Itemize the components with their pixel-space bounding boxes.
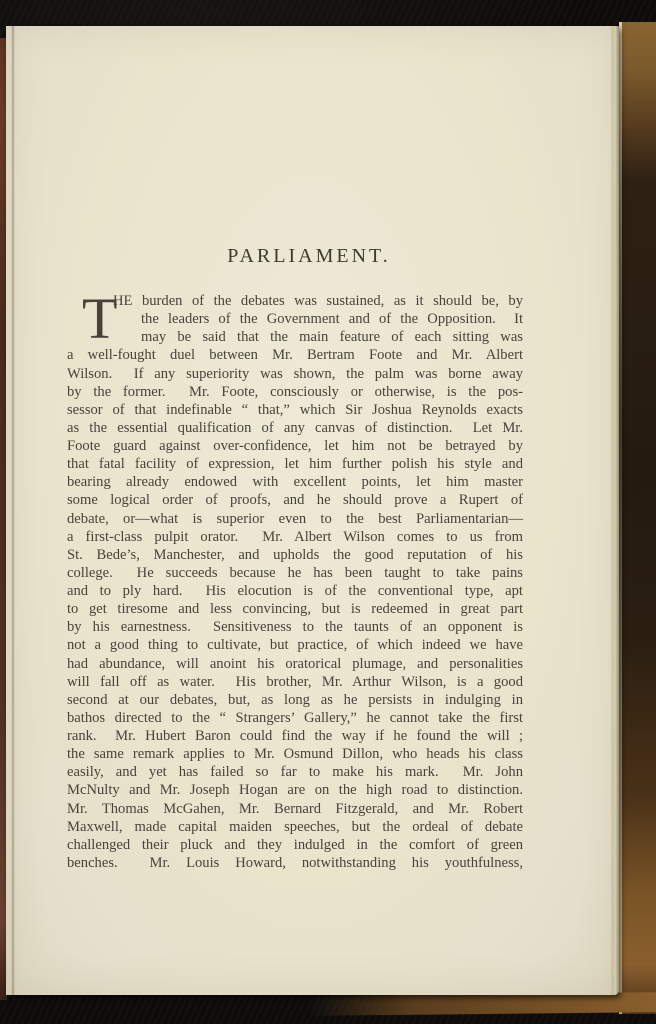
page-gutter-shadow (11, 26, 15, 995)
text-line: a first-class pulpit orator. Mr. Albert Wilson comes to us from (67, 528, 523, 545)
text-line: will fall off as water. His brother, Mr. Arthur Wilson, is a good (67, 673, 523, 690)
drop-cap: T (82, 286, 118, 351)
book-cover-right-edge (619, 22, 656, 1014)
text-line: the same remark applies to Mr. Osmund Dillon, who heads his class (67, 746, 523, 763)
text-line: not a good thing to cultivate, but practice, of which indeed we have (67, 637, 523, 654)
text-line: HE burden of the debates was sustained, as it should be, by (113, 293, 523, 309)
text-line: as the essential qualification of any canvas of distinction. Let Mr. (67, 419, 523, 436)
text-line: challenged their pluck and they indulged in the comfort of green (67, 836, 523, 853)
text-line: Maxwell, made capital maiden speeches, but the ordeal of debate (67, 818, 523, 835)
text-line: college. He succeeds because he has been taught to take pains (67, 564, 523, 581)
text-line: McNulty and Mr. Joseph Hogan are on the high road to distinction. (67, 782, 523, 799)
text-line: St. Bede’s, Manchester, and upholds the good reputation of his (67, 546, 523, 563)
text-line: may be said that the main feature of each sitting was (141, 329, 523, 346)
text-line: by the former. Mr. Foote, consciously or otherwise, is the pos- (67, 383, 523, 400)
text-line: easily, and yet has failed so far to make his mark. Mr. John (67, 764, 523, 781)
text-line: the leaders of the Government and of the Opposition. It (141, 311, 523, 328)
text-line: by his earnestness. Sensitiveness to the taunts of an opponent is (67, 619, 523, 636)
text-line: Foote guard against over-confidence, let him not be betrayed by (67, 438, 523, 454)
book-page (6, 26, 619, 995)
text-line: sessor of that indefinable “ that,” which Sir Joshua Reynolds exacts (67, 401, 523, 418)
page-title: PARLIAMENT. (227, 245, 391, 267)
text-line: bathos directed to the “ Strangers’ Gallery,” he cannot take the first (67, 709, 523, 726)
text-line: bearing already endowed with excellent points, let him master (67, 474, 523, 491)
text-line: Wilson. If any superiority was shown, the palm was borne away (67, 365, 523, 382)
text-line: a well-fought duel between Mr. Bertram Foote and Mr. Albert (67, 347, 523, 364)
page-edge-highlight (619, 22, 622, 1014)
page-edge-stack (610, 26, 619, 995)
text-line: some logical order of proofs, and he should prove a Rupert of (67, 492, 523, 509)
text-line: and to ply hard. His elocution is of the conventional type, apt (67, 583, 523, 599)
text-line: second at our debates, but, as long as he persists in indulging in (67, 691, 523, 708)
text-line: had abundance, will anoint his oratorical plumage, and personalities (67, 655, 523, 672)
text-line: Mr. Thomas McGahen, Mr. Bernard Fitzgerald, and Mr. Robert (67, 800, 523, 817)
text-line: debate, or—what is superior even to the best Parliamentarian— (67, 510, 523, 527)
text-line: that fatal facility of expression, let him further polish his style and (67, 456, 523, 473)
text-line: benches. Mr. Louis Howard, notwithstanding his youthfulness, (67, 854, 523, 871)
book-cover-bottom-edge (310, 992, 656, 1016)
text-line: rank. Mr. Hubert Baron could find the way if he found the will ; (67, 728, 523, 744)
body-paragraph (67, 286, 523, 872)
text-line: to get tiresome and less convincing, but is redeemed in great part (67, 601, 523, 618)
